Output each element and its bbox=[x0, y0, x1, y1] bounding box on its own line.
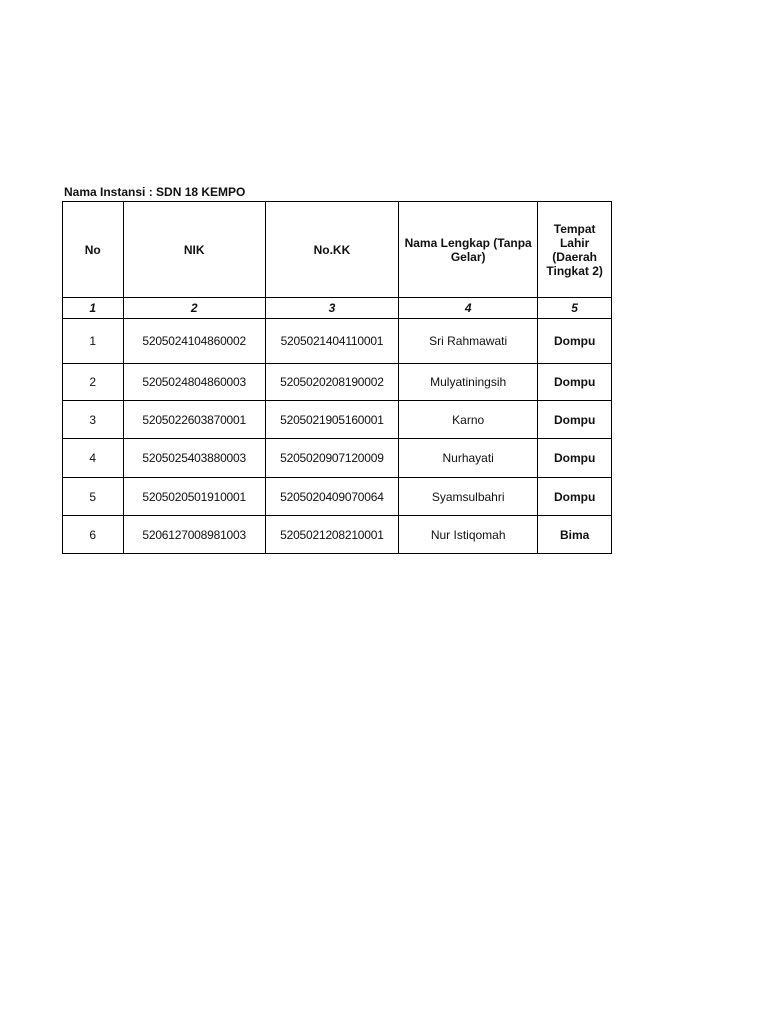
employee-table bbox=[62, 201, 612, 554]
cell-no: 3 bbox=[63, 401, 124, 439]
header-no: No bbox=[63, 202, 124, 298]
header-row bbox=[63, 202, 612, 298]
cell-no: 4 bbox=[63, 439, 124, 478]
column-number: 5 bbox=[538, 298, 612, 319]
instansi-label: Nama Instansi : SDN 18 KEMPO bbox=[64, 185, 246, 199]
cell-no: 1 bbox=[63, 319, 124, 364]
cell-nik: 5205025403880003 bbox=[123, 439, 265, 478]
header-kk: No.KK bbox=[265, 202, 398, 298]
cell-nik: 5205022603870001 bbox=[123, 401, 265, 439]
header-nik: NIK bbox=[123, 202, 265, 298]
cell-nik: 5205024804860003 bbox=[123, 364, 265, 401]
cell-no: 5 bbox=[63, 478, 124, 516]
cell-nama: Syamsulbahri bbox=[399, 478, 538, 516]
cell-tempat: Dompu bbox=[538, 401, 612, 439]
cell-tempat: Bima bbox=[538, 516, 612, 554]
header-tempat: Tempat Lahir (Daerah Tingkat 2) bbox=[538, 202, 612, 298]
cell-tempat: Dompu bbox=[538, 364, 612, 401]
cell-nama: Nurhayati bbox=[399, 439, 538, 478]
cell-nama: Karno bbox=[399, 401, 538, 439]
cell-kk: 5205020907120009 bbox=[265, 439, 398, 478]
table-row bbox=[63, 364, 612, 401]
cell-no: 2 bbox=[63, 364, 124, 401]
cell-tempat: Dompu bbox=[538, 478, 612, 516]
column-number: 3 bbox=[265, 298, 398, 319]
cell-kk: 5205021404110001 bbox=[265, 319, 398, 364]
column-number: 4 bbox=[399, 298, 538, 319]
column-number: 2 bbox=[123, 298, 265, 319]
cell-nama: Sri Rahmawati bbox=[399, 319, 538, 364]
cell-kk: 5205020208190002 bbox=[265, 364, 398, 401]
cell-kk: 5205020409070064 bbox=[265, 478, 398, 516]
cell-no: 6 bbox=[63, 516, 124, 554]
column-number: 1 bbox=[63, 298, 124, 319]
header-nama: Nama Lengkap (Tanpa Gelar) bbox=[399, 202, 538, 298]
cell-tempat: Dompu bbox=[538, 319, 612, 364]
column-number-row bbox=[63, 298, 612, 319]
table-row bbox=[63, 439, 612, 478]
cell-kk: 5205021208210001 bbox=[265, 516, 398, 554]
cell-nik: 5205020501910001 bbox=[123, 478, 265, 516]
cell-nik: 5205024104860002 bbox=[123, 319, 265, 364]
cell-nik: 5206127008981003 bbox=[123, 516, 265, 554]
cell-nama: Nur Istiqomah bbox=[399, 516, 538, 554]
cell-kk: 5205021905160001 bbox=[265, 401, 398, 439]
cell-tempat: Dompu bbox=[538, 439, 612, 478]
table-row bbox=[63, 319, 612, 364]
table-row bbox=[63, 516, 612, 554]
cell-nama: Mulyatiningsih bbox=[399, 364, 538, 401]
table-row bbox=[63, 401, 612, 439]
table-row bbox=[63, 478, 612, 516]
